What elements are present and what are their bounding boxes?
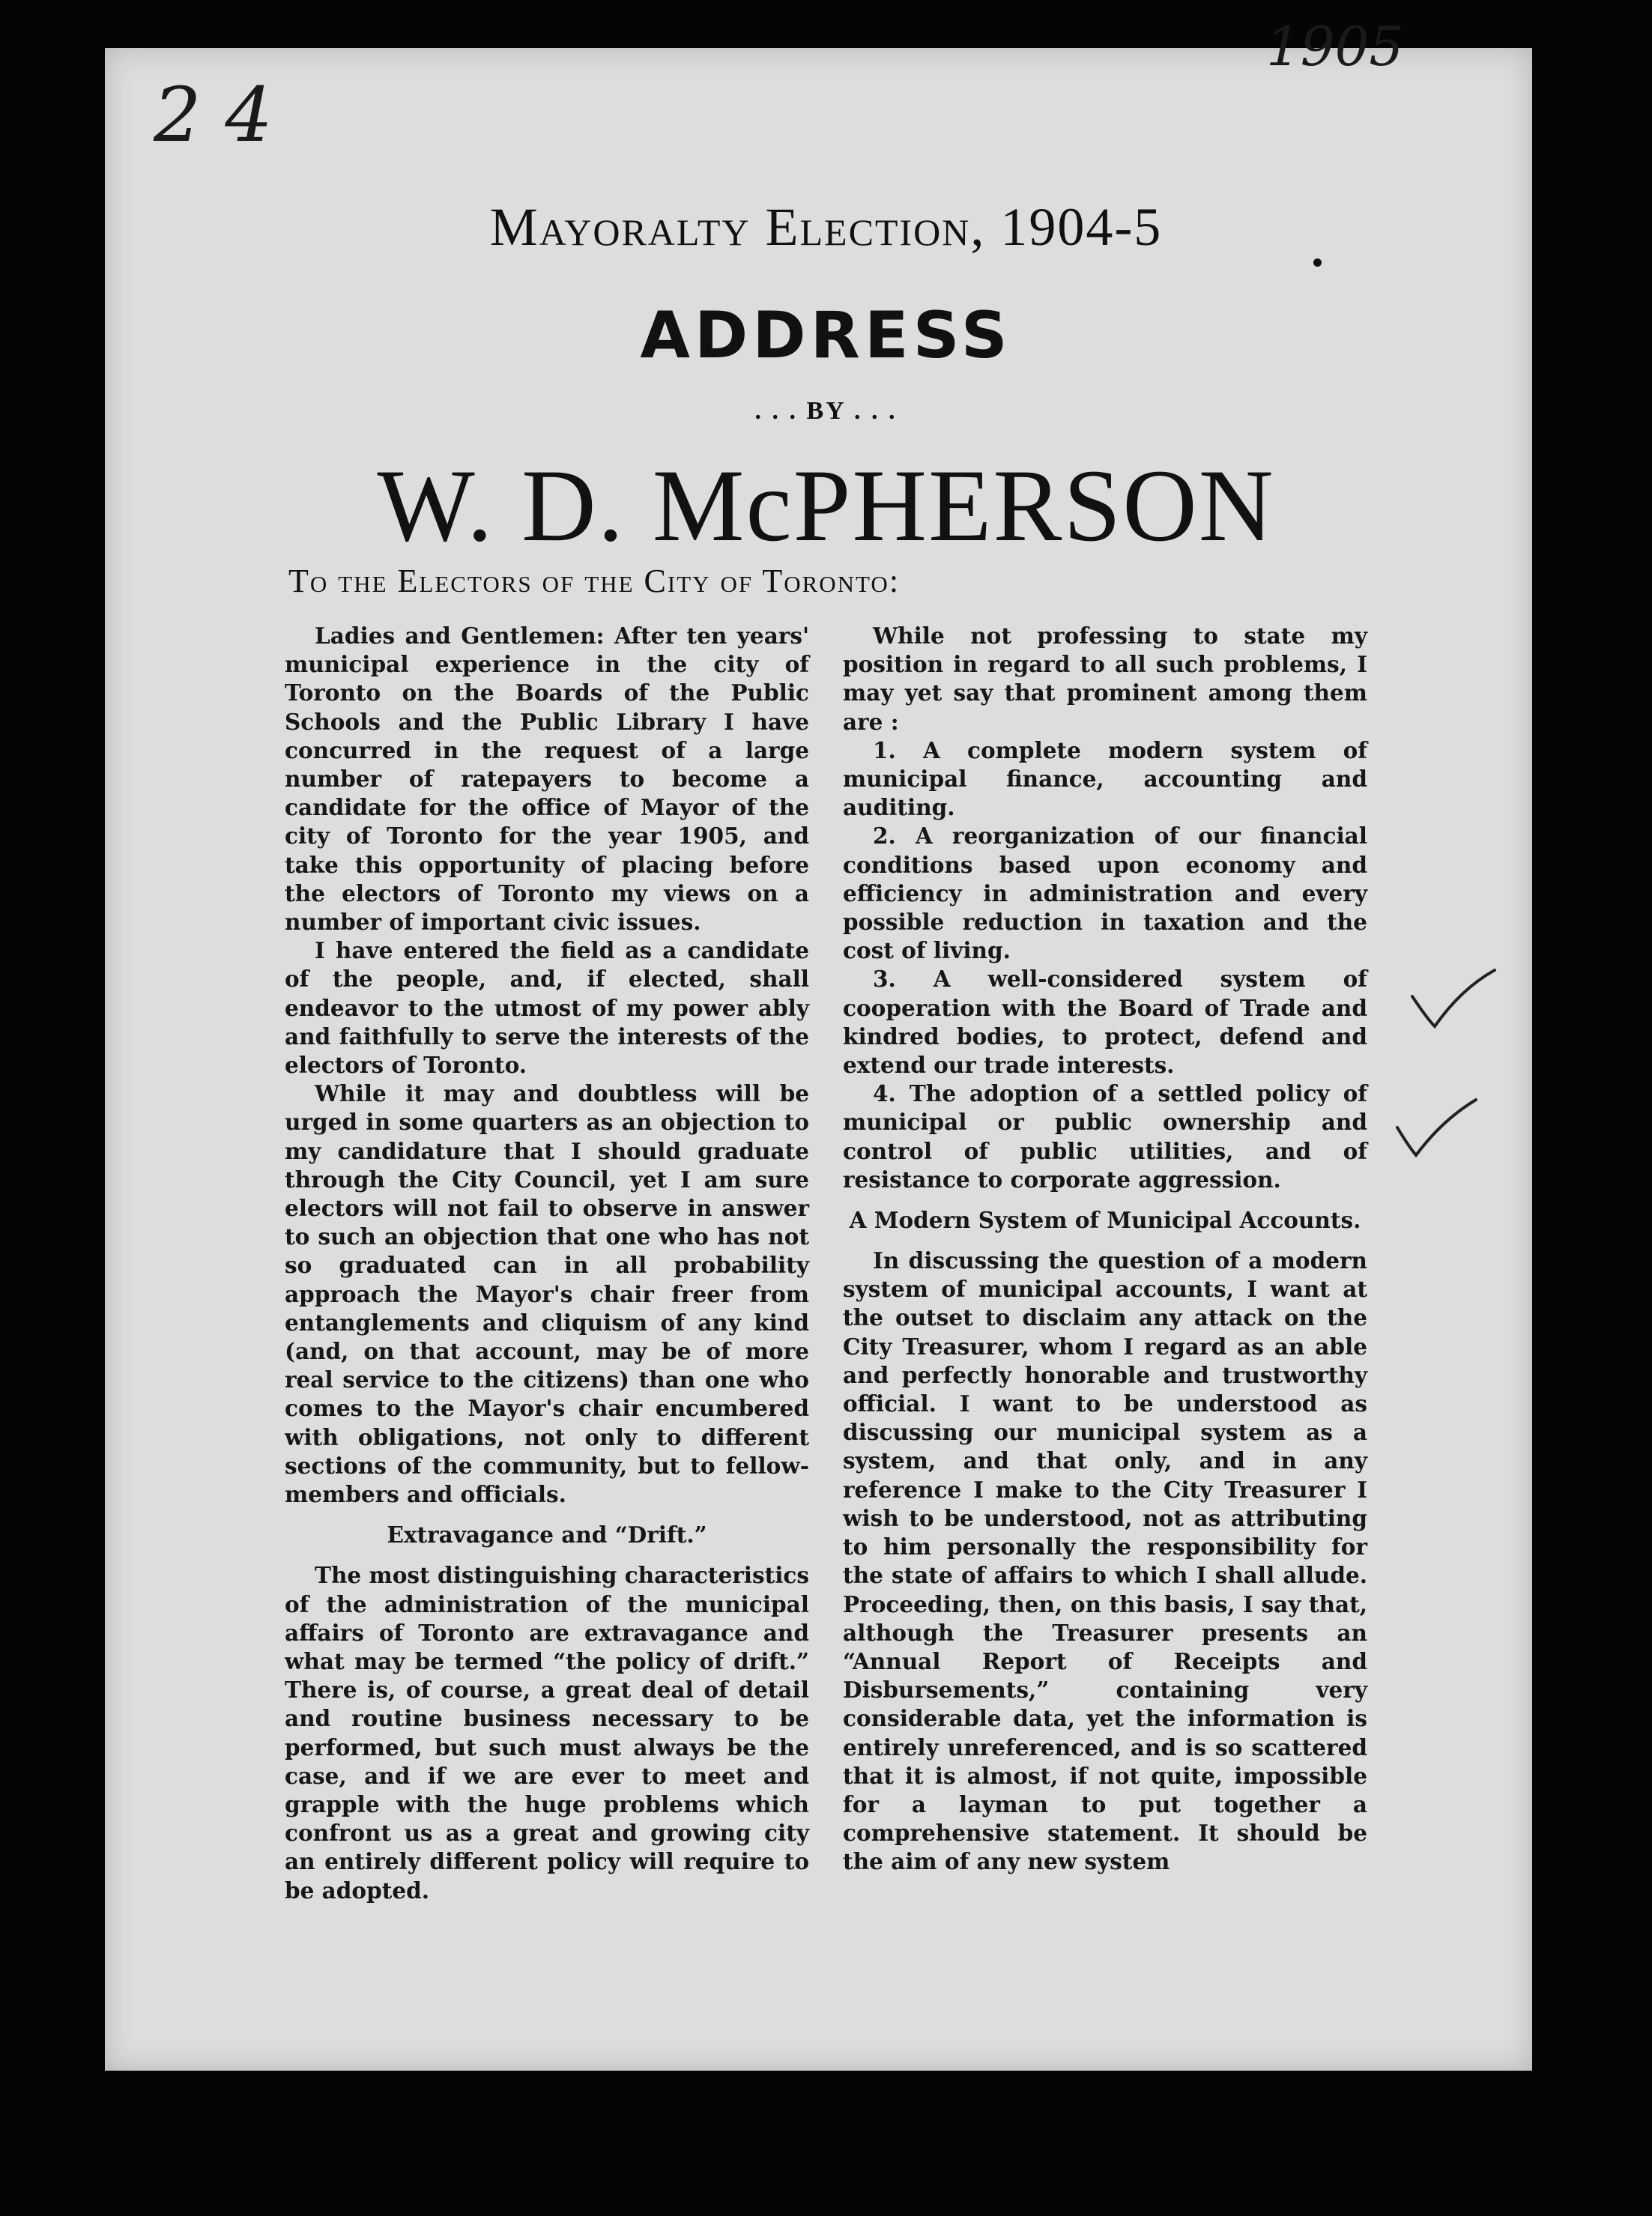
section-heading: Extravagance and “Drift.” [387, 1522, 707, 1549]
address-heading: ADDRESS [640, 298, 1012, 373]
handwritten-year: 1905 [1266, 15, 1404, 78]
section-heading: A Modern System of Municipal Accounts. [849, 1207, 1361, 1234]
paragraph: While not professing to state my position in regard to all such problems, I may yet say that prominent among them are : [843, 623, 1367, 735]
paragraph: In discussing the question of a modern system of municipal accounts, I want at the outset to disclaim any attack on the City Treasurer, whom I regard as an able and perfectly honorable and trustworthy official. I want to be understood as discussing our municipal system as a system, and that only, and in any reference I make to the City Treasurer I wish to be understood, not as attributing to him personally the responsibility for the state of affairs to which I shall allude. Proceeding, then, on this basis, I say that, although the Treasurer presents an “Annual Report of Receipts and Disbursements,” containing very considerable data, yet the information is entirely unreferenced, and is so scattered that it is almost, if not quite, impossible for a layman to put together a comprehensive statement. It should be the aim of any new system [843, 1247, 1367, 1875]
candidate-name: W. D. McPHERSON [377, 448, 1275, 563]
left-column [285, 622, 809, 1905]
list-item: 4. The adoption of a settled policy of municipal or public ownership and control of public utilities, and of resistance to corporate aggression. [843, 1080, 1367, 1193]
list-item: 3. A well-considered system of cooperation with the Board of Trade and kindred bodies, to protect, defend and extend our trade interests. [843, 966, 1367, 1079]
list-item: 2. A reorganization of our financial conditions based upon economy and efficiency in administration and every possible reduction in taxation and the cost of living. [843, 823, 1367, 964]
paragraph: Ladies and Gentlemen: After ten years' municipal experience in the city of Toronto on the Boards of the Public Schools and the Public Library I have concurred in the request of a large number of ratepayers to become a candidate for the office of Mayor of the city of Toronto for the year 1905, and take this opportunity of placing before the electors of Toronto my views on a number of important civic issues. [285, 623, 809, 936]
paragraph: While it may and doubtless will be urged in some quarters as an objection to my candidature that I should graduate through the City Council, yet I am sure electors will not fail to observe in answer to such an objection that one who has not so graduated can in all probability approach the Mayor's chair freer from entanglements and cliquism of any kind (and, on that account, may be of more real service to the citizens) than one who comes to the Mayor's chair encumbered with obligations, not only to different sections of the community, but to fellow-members and officials. [285, 1080, 809, 1508]
paragraph: The most distinguishing characteristics of the administration of the municipal affairs of Toronto are extravagance and what may be termed “the policy of drift.” There is, of course, a great deal of detail and routine business necessary to be performed, but such must always be the case, and if we are ever to meet and grapple with the huge problems which confront us as a great and growing city an entirely different policy will require to be adopted. [285, 1562, 809, 1904]
by-line: . . . BY . . . [754, 397, 898, 425]
ink-dot [1313, 258, 1322, 267]
handwritten-page-number: 2 4 [154, 71, 273, 159]
election-heading: Mayoralty Election, 1904-5 [489, 197, 1163, 257]
right-column [843, 622, 1367, 1877]
salutation: To the Electors of the City of Toronto: [288, 563, 901, 599]
paragraph: I have entered the field as a candidate of the people, and, if elected, shall endeavor to the utmost of my power ably and faithfully to serve the interests of the electors of Toronto. [285, 937, 809, 1079]
checkmark-icon [1409, 966, 1498, 1034]
list-item: 1. A complete modern system of municipal finance, accounting and auditing. [843, 736, 1367, 821]
checkmark-icon [1394, 1094, 1483, 1161]
